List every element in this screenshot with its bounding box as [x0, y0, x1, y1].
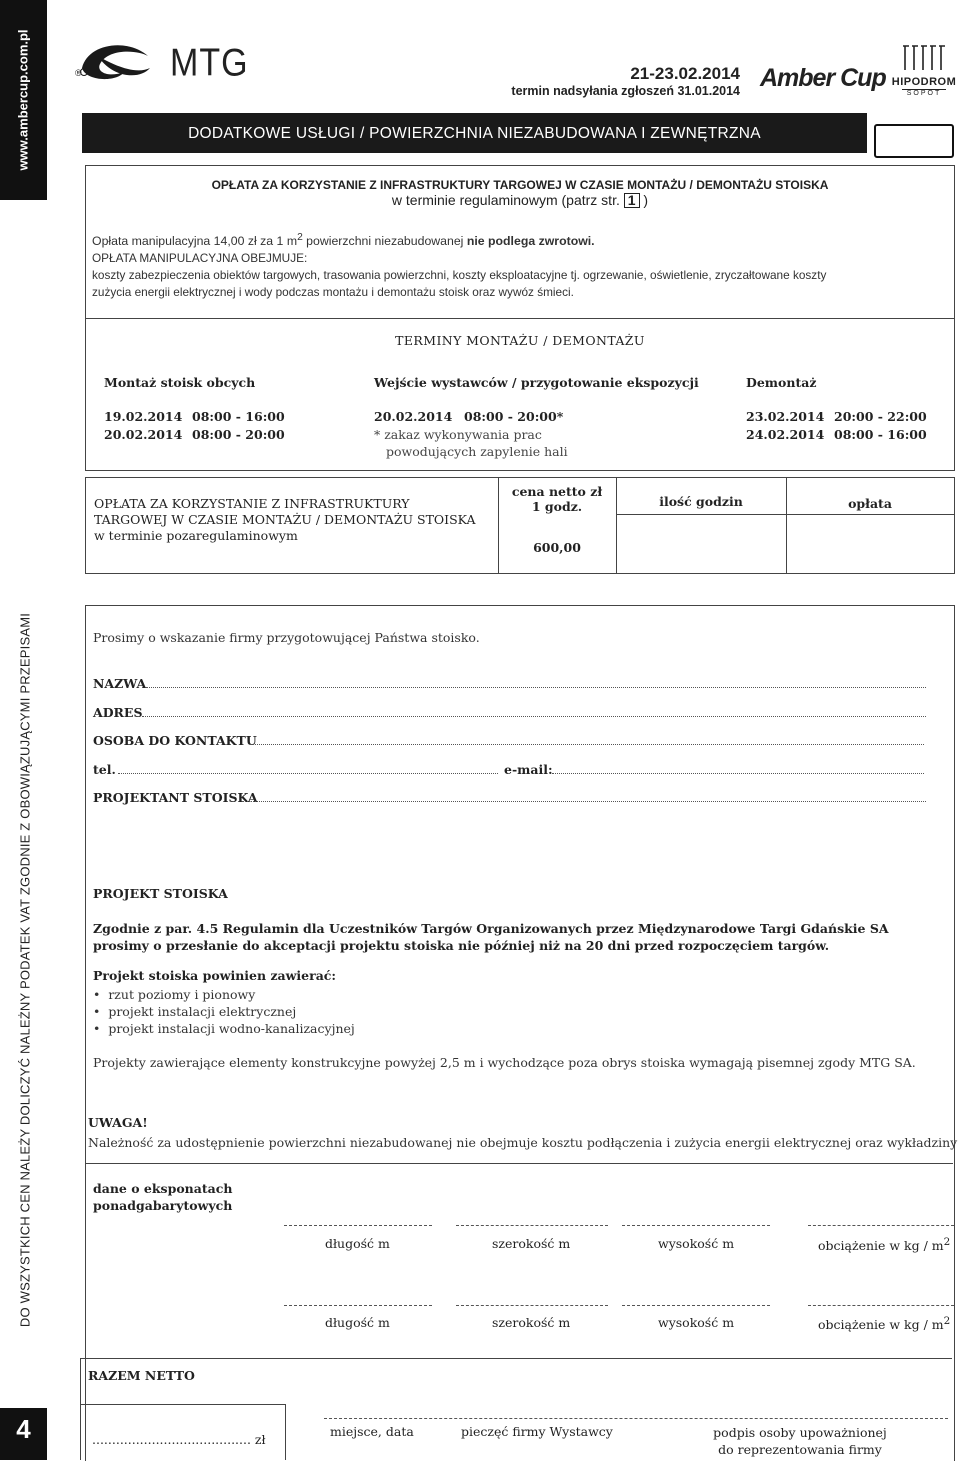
signature-line[interactable]: [324, 1418, 948, 1419]
includes-title: OPŁATA MANIPULACYJNA OBEJMUJE:: [92, 251, 308, 265]
fee-label-line: TARGOWEJ W CZASIE MONTAŻU / DEMONTAŻU STOISKA: [94, 512, 476, 527]
hours-input[interactable]: [617, 515, 785, 572]
project-contents-title: Projekt stoiska powinien zawierać:: [93, 968, 337, 983]
registered-mark: ®: [75, 68, 82, 78]
divider: [80, 1358, 952, 1359]
tel-field[interactable]: [118, 773, 498, 774]
email-field[interactable]: [552, 773, 924, 774]
exhibitors-date: 20.02.2014: [374, 409, 453, 424]
mtg-wordmark: MTG: [170, 41, 249, 85]
total-amount-field[interactable]: ........................................ zł: [92, 1432, 266, 1447]
project-rule-2: prosimy o przesłanie do akceptacji projektu stoiska nie później niż na 20 dni przed rozpoczęciem targów.: [93, 938, 830, 953]
name-label: NAZWA: [93, 676, 147, 691]
load-label: [818, 1315, 950, 1332]
fee-label-line: w terminie pozaregulaminowym: [94, 528, 298, 543]
width-label: szerokość m: [492, 1315, 571, 1330]
price-header-line: 1 godz.: [531, 499, 583, 514]
assembly-time-1: 08:00 - 16:00: [192, 409, 285, 424]
list-item-text: rzut poziomy i pionowy: [108, 987, 256, 1002]
project-rule-1: Zgodnie z par. 4.5 Regulamin dla Uczestników Targów Organizowanych przez Międzynarodowe Targi Gdańskie SA: [93, 921, 889, 936]
height-label: wysokość m: [658, 1315, 735, 1330]
schedule-title: TERMINY MONTAŻU / DEMONTAŻU: [395, 333, 645, 348]
event-dates-block: [500, 64, 740, 98]
width-label: szerokość m: [492, 1236, 571, 1251]
exhibitors-col-title: Wejście wystawców / przygotowanie ekspozycji: [374, 375, 699, 390]
page-number: 4: [16, 1414, 31, 1444]
subheading-line: [86, 192, 954, 208]
page-title-bar: [82, 113, 867, 153]
website-url[interactable]: www.ambercup.com.pl: [15, 29, 31, 171]
load-sup: 2: [943, 1236, 951, 1248]
assembly-time-2: 08:00 - 20:00: [192, 427, 285, 442]
page-title: DODATKOWE USŁUGI / POWIERZCHNIA NIEZABUDOWANA I ZEWNĘTRZNA: [188, 125, 761, 142]
assembly-date-1: 19.02.2014: [104, 409, 183, 424]
fee-input[interactable]: [787, 515, 953, 572]
dismantling-time-2: 08:00 - 16:00: [834, 427, 927, 442]
dismantling-date-1: 23.02.2014: [746, 409, 825, 424]
subheading-text: w terminie regulaminowym (patrz str.: [391, 192, 620, 208]
load-field-1[interactable]: [808, 1225, 954, 1226]
price-header: [498, 484, 616, 514]
length-label: długość m: [325, 1236, 390, 1251]
assembly-col-title: Montaż stoisk obcych: [104, 375, 256, 390]
assembly-date-2: 20.02.2014: [104, 427, 183, 442]
load-sup: 2: [943, 1315, 951, 1327]
load-label-text: obciążenie w kg / m: [818, 1317, 944, 1333]
oversize-label: [93, 1180, 232, 1214]
list-item: • projekt instalacji wodno-kanalizacyjnej: [93, 1021, 355, 1036]
designer-field[interactable]: [242, 801, 926, 802]
dismantling-time-1: 20:00 - 22:00: [834, 409, 927, 424]
divider: [80, 1404, 285, 1405]
fee-non-refundable: nie podlega zwrotowi.: [466, 234, 595, 249]
exhibitors-note-1: * zakaz wykonywania prac: [374, 427, 542, 442]
load-field-2[interactable]: [808, 1305, 954, 1306]
list-item: • projekt instalacji elektrycznej: [93, 1004, 297, 1019]
divider: [80, 1358, 81, 1460]
load-label: [818, 1236, 950, 1253]
schedule-section: [85, 317, 955, 471]
length-field-2[interactable]: [284, 1305, 432, 1306]
hipodrom-logo: [888, 42, 960, 97]
fee-label-line: OPŁATA ZA KORZYSTANIE Z INFRASTRUKTURY: [94, 496, 410, 511]
infrastructure-fee-section: [85, 165, 955, 319]
signature-label-line: podpis osoby upoważnionej: [713, 1425, 887, 1440]
dismantling-date-2: 24.02.2014: [746, 427, 825, 442]
hipodrom-name: HIPODROM: [891, 76, 957, 88]
length-label: długość m: [325, 1315, 390, 1330]
exhibitors-note-2: powodujących zapylenie hali: [386, 444, 568, 459]
infrastructure-fee-heading: [86, 178, 954, 208]
list-item: • rzut poziomy i pionowy: [93, 987, 256, 1002]
project-contents-list: [93, 986, 355, 1037]
fee-text: Opłata manipulacyjna 14,00 zł za 1 m: [92, 234, 298, 249]
price-header-line: cena netto zł: [511, 484, 603, 499]
price-value: 600,00: [533, 540, 581, 555]
tel-label: tel.: [93, 762, 116, 777]
length-field-1[interactable]: [284, 1225, 432, 1226]
subheading-close: ): [643, 192, 649, 208]
designer-label: PROJEKTANT STOISKA: [93, 790, 258, 805]
list-item-text: projekt instalacji wodno-kanalizacyjnej: [108, 1021, 355, 1036]
contact-field[interactable]: [250, 744, 924, 745]
handling-fee-line: [92, 232, 595, 248]
oversize-label-line: ponadgabarytowych: [93, 1198, 233, 1213]
name-field[interactable]: [146, 687, 926, 688]
project-title: PROJEKT STOISKA: [93, 886, 228, 901]
signature-label-line: do reprezentowania firmy: [718, 1442, 882, 1457]
warning-text: Należność za udostępnienie powierzchni niezabudowanej nie obejmuje kosztu podłączenia i zużycia energii elektrycznej oraz wykładziny: [88, 1135, 958, 1150]
includes-line-1: koszty zabezpieczenia obiektów targowych, trasowania powierzchni, koszty eksploatacyjne tj. ogrzewanie, oświetlenie, zryczałtowane koszty: [92, 268, 827, 282]
height-label: wysokość m: [658, 1236, 735, 1251]
page-ref-box[interactable]: 1: [624, 193, 640, 208]
address-label: ADRES: [93, 705, 143, 720]
dismantling-col-title: Demontaż: [746, 375, 817, 390]
submission-deadline: termin nadsyłania zgłoszeń 31.01.2014: [511, 84, 740, 98]
address-field[interactable]: [142, 716, 926, 717]
email-label: e-mail:: [504, 762, 553, 777]
oversize-label-line: dane o eksponatach: [93, 1181, 233, 1196]
width-field-2[interactable]: [456, 1305, 608, 1306]
warning-title: UWAGA!: [88, 1115, 148, 1130]
mtg-logo: [75, 38, 249, 89]
height-field-2[interactable]: [622, 1305, 770, 1306]
hours-header: ilość godzin: [659, 494, 743, 509]
width-field-1[interactable]: [456, 1225, 608, 1226]
vat-note: DO WSZYSTKICH CEN NALEŻY DOLICZYĆ NALEŻNY PODATEK VAT ZGODNIE Z OBOWIĄZUJĄCYMI PRZEPISAMI: [17, 612, 33, 1328]
includes-line-2: zużycia energii elektrycznej i wody podczas montażu i demontażu stoisk oraz wywóz śmieci.: [92, 285, 574, 299]
extra-hours-fee-table: [85, 477, 955, 574]
amber-cup-logo: Amber Cup: [760, 64, 886, 92]
hipodrom-city: SOPOT: [902, 89, 946, 97]
heading-line: OPŁATA ZA KORZYSTANIE Z INFRASTRUKTURY TARGOWEJ W CZASIE MONTAŻU / DEMONTAŻU STOISKA: [211, 178, 829, 192]
divider: [285, 1404, 286, 1460]
page-code-box[interactable]: [874, 124, 954, 158]
fee-header: opłata: [848, 496, 892, 511]
height-note: Projekty zawierające elementy konstrukcyjne powyżej 2,5 m i wychodzące poza obrys stoiska wymagają pisemnej zgody MTG SA.: [93, 1055, 916, 1070]
fee-text-mid: powierzchni niezabudowanej: [302, 234, 467, 249]
load-label-text: obciążenie w kg / m: [818, 1238, 944, 1254]
place-date-label: miejsce, data: [330, 1424, 414, 1439]
height-field-1[interactable]: [622, 1225, 770, 1226]
exhibitors-time: 08:00 - 20:00*: [464, 409, 564, 424]
list-item-text: projekt instalacji elektrycznej: [108, 1004, 297, 1019]
signature-label: [700, 1424, 900, 1458]
fee-sup: 2: [297, 232, 303, 243]
event-dates: 21-23.02.2014: [630, 64, 740, 83]
builder-intro: Prosimy o wskazanie firmy przygotowującej Państwa stoisko.: [93, 630, 480, 645]
total-label: RAZEM NETTO: [88, 1368, 195, 1383]
contact-label: OSOBA DO KONTAKTU: [93, 733, 257, 748]
hipodrom-columns-icon: [899, 42, 949, 72]
stamp-label: pieczęć firmy Wystawcy: [461, 1424, 613, 1439]
fee-label: [94, 496, 476, 544]
